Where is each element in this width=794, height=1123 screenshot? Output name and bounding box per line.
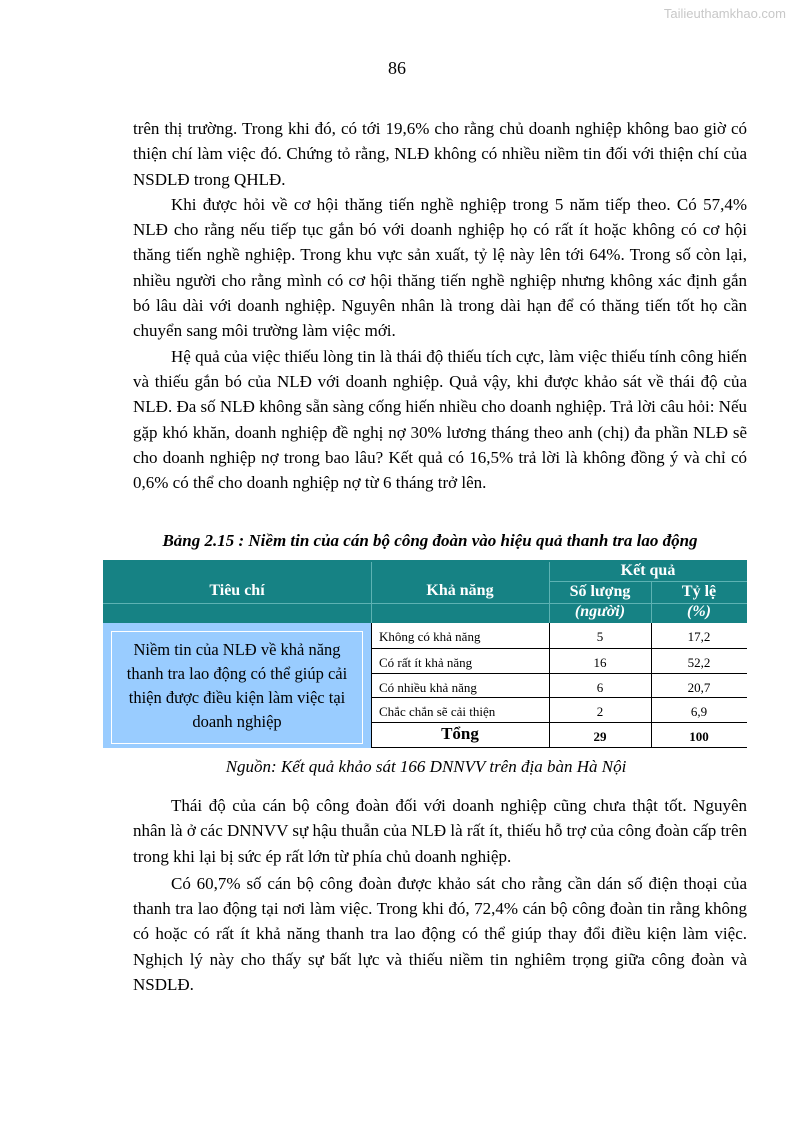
total-rate: 100 bbox=[689, 729, 709, 744]
row-count: 2 bbox=[596, 704, 604, 719]
table-source: Nguồn: Kết quả khảo sát 166 DNNVV trên địa bàn Hà Nội bbox=[225, 757, 627, 776]
table-caption: Bảng 2.15 : Niềm tin của cán bộ công đoàn vào hiệu quả thanh tra lao động bbox=[162, 531, 698, 550]
paragraph: Có 60,7% số cán bộ công đoàn được khảo sát cho rằng cần dán số điện thoại của thanh tra lao động tại nơi làm việc. Trong khi đó, 72,4% cán bộ công đoàn tin rằng không có hoặc có rất ít khả năng thanh tra lao động có thể giúp thay đổi điều kiện làm việc. Nghịch lý này cho thấy sự bất lực và thiếu niềm tin nghiêm trọng giữa công đoàn và NSDLĐ. bbox=[133, 873, 747, 995]
criterion-text: Niềm tin của NLĐ về khả năng thanh tra lao động có thể giúp cải thiện được điều kiện làm việc tại doanh nghiệp bbox=[126, 639, 348, 731]
row-rate: 17,2 bbox=[687, 629, 711, 644]
row-rate: 6,9 bbox=[690, 704, 708, 719]
body-text-bottom bbox=[133, 793, 747, 997]
paragraph: Hệ quả của việc thiếu lòng tin là thái độ thiếu tích cực, làm việc thiếu tính công hiến và thiếu gắn bó của NLĐ với doanh nghiệp. Quả vậy, khi được khảo sát về thái độ của NLĐ. Đa số NLĐ không sẵn sàng cống hiến nhiều cho doanh nghiệp. Trả lời câu hỏi: Nếu gặp khó khăn, doanh nghiệp đề nghị nợ 30% lương tháng theo anh (chị) đa phần NLĐ sẽ cho doanh nghiệp nợ trong bao lâu? Kết quả có 16,5% trả lời là không đồng ý và chỉ có 0,6% có thể cho doanh nghiệp nợ từ 6 tháng trở lên. bbox=[133, 346, 747, 493]
row-label: Chắc chắn sẽ cải thiện bbox=[379, 704, 496, 719]
paragraph: trên thị trường. Trong khi đó, có tới 19,6% cho rằng chủ doanh nghiệp không bao giờ có thiện chí làm việc đó. Chứng tỏ rằng, NLĐ không có nhiều niềm tin đối với thiện chí của NSDLĐ trong QHLĐ. bbox=[133, 119, 747, 189]
header-count: Số lượng bbox=[569, 583, 631, 600]
criterion-cell bbox=[103, 623, 371, 748]
total-label: Tổng bbox=[441, 724, 479, 743]
row-count: 16 bbox=[593, 655, 607, 670]
row-label: Có rất ít khả năng bbox=[379, 655, 473, 670]
header-criteria: Tiêu chí bbox=[209, 582, 265, 599]
body-text-top bbox=[133, 116, 747, 495]
row-count: 5 bbox=[596, 629, 604, 644]
trust-table bbox=[103, 560, 747, 748]
header-rate: Tỷ lệ bbox=[681, 583, 717, 600]
total-count: 29 bbox=[593, 729, 607, 744]
paragraph: Thái độ của cán bộ công đoàn đối với doanh nghiệp cũng chưa thật tốt. Nguyên nhân là ở các DNNVV sự hậu thuẫn của NLĐ là rất ít, thiếu hỗ trợ của công đoàn cấp trên trong khi lại bị sức ép rất lớn từ phía chủ doanh nghiệp. bbox=[133, 796, 747, 866]
header-result: Kết quả bbox=[620, 562, 676, 579]
header-ability: Khả năng bbox=[426, 582, 494, 599]
row-label: Không có khả năng bbox=[379, 629, 481, 644]
row-rate: 52,2 bbox=[687, 655, 711, 670]
paragraph: Khi được hỏi về cơ hội thăng tiến nghề nghiệp trong 5 năm tiếp theo. Có 57,4% NLĐ cho rằng nếu tiếp tục gắn bó với doanh nghiệp họ có rất ít hoặc không có cơ hội thăng tiến nghề nghiệp. Trong khu vực sản xuất, tỷ lệ này lên tới 64%. Trong số còn lại, nhiều người cho rằng mình có cơ hội thăng tiến nghề nghiệp nhưng không xác định gắn bó lâu dài với doanh nghiệp. Nguyên nhân là trong dài hạn để có thăng tiến tốt họ cần chuyển sang môi trường làm việc mới. bbox=[133, 194, 747, 341]
row-count: 6 bbox=[596, 680, 604, 695]
page-number: 86 bbox=[388, 58, 406, 78]
header-rate-unit: (%) bbox=[687, 603, 711, 620]
row-label: Có nhiều khả năng bbox=[379, 680, 477, 695]
header-count-unit: (người) bbox=[574, 603, 626, 620]
watermark: Tailieuthamkhao.com bbox=[663, 6, 786, 21]
row-rate: 20,7 bbox=[687, 680, 711, 695]
